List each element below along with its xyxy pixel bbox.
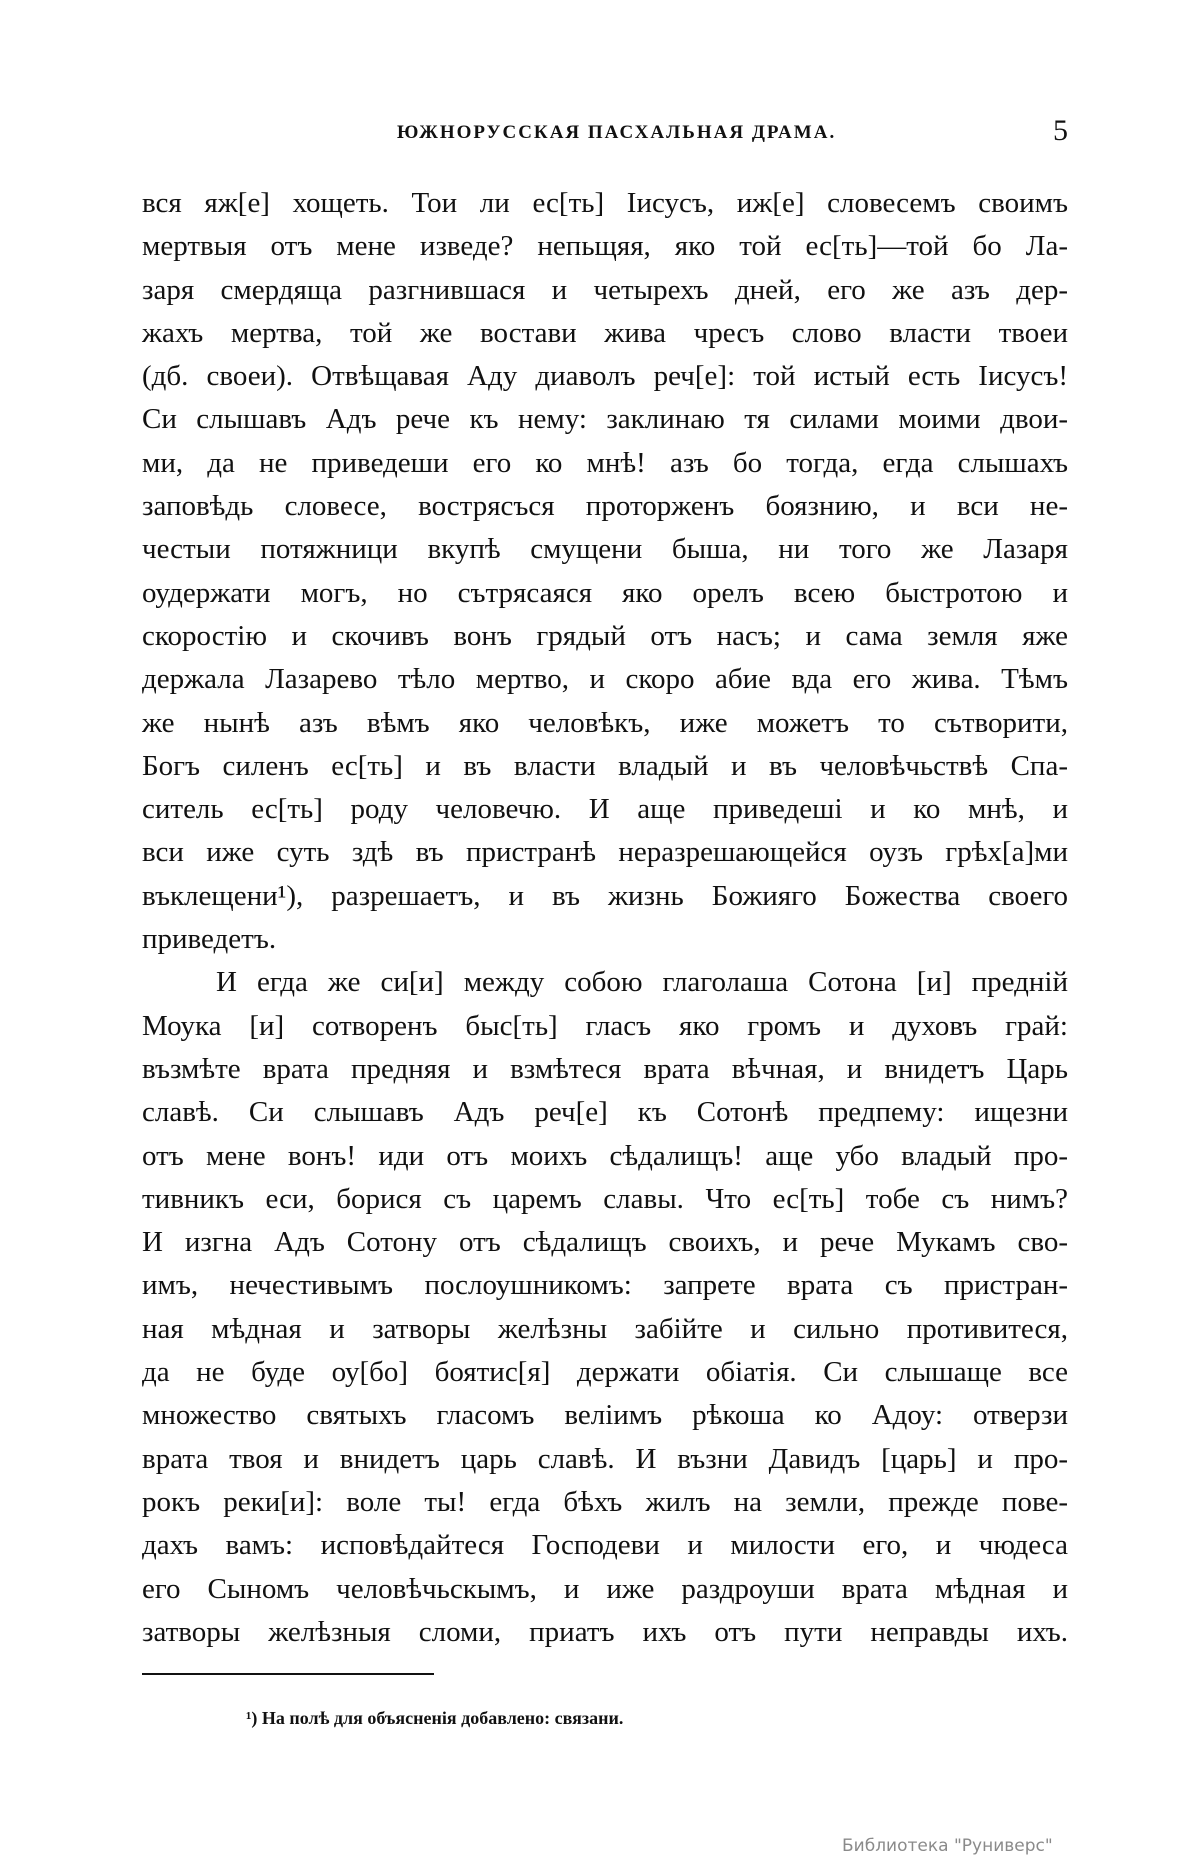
- text-line: честыи потяжници вкупѣ смущени быша, ни того же Лазаря: [142, 533, 1068, 566]
- text-line: жахъ мертва, той же востави жива чресъ слово власти твоеи: [142, 316, 1068, 349]
- text-line: възмѣте врата предняя и взмѣтеся врата вѣчная, и внидетъ Царь: [142, 1052, 1068, 1085]
- text-line: его Сыномъ человѣчьскымъ, и иже раздроуши врата мѣдная и: [142, 1572, 1068, 1605]
- text-line: славѣ. Си слышавъ Адъ реч[е] къ Сотонѣ предпему: ищезни: [142, 1096, 1068, 1129]
- text-line: И изгна Адъ Сотону отъ сѣдалищъ своихъ, и рече Мукамъ сво-: [142, 1226, 1068, 1259]
- text-line: скоростію и скочивъ вонъ грядый отъ насъ; и сама земля яже: [142, 619, 1068, 652]
- text-line: имъ, нечестивымъ послоушникомъ: запрете врата съ пристран-: [142, 1269, 1068, 1302]
- page-number: 5: [1053, 114, 1068, 147]
- text-line: рокъ реки[и]: воле ты! егда бѣхъ жилъ на земли, прежде пове-: [142, 1485, 1068, 1518]
- text-line: ми, да не приведеши его ко мнѣ! азъ бо тогда, егда слышахъ: [142, 446, 1068, 479]
- text-line: множество святыхъ гласомъ веліимъ рѣкоша ко Адоу: отверзи: [142, 1399, 1068, 1432]
- text-line: ситель ес[ть] роду человечю. И аще приведеші и ко мнѣ, и: [142, 793, 1068, 826]
- text-line: ная мѣдная и затворы желѣзны забійте и сильно противитеся,: [142, 1312, 1068, 1345]
- text-line: Богъ силенъ ес[ть] и въ власти владый и въ человѣчьствѣ Спа-: [142, 749, 1068, 782]
- text-line: отъ мене вонъ! иди отъ моихъ сѣдалищъ! аще убо владый про-: [142, 1139, 1068, 1172]
- running-title: ЮЖНОРУССКАЯ ПАСХАЛЬНАЯ ДРАМА.: [397, 122, 837, 143]
- text-line: заповѣдь словесе, вострясъся проторженъ боязнию, и вси не-: [142, 490, 1068, 523]
- text-line: затворы желѣзныя сломи, приатъ ихъ отъ пути неправды ихъ.: [142, 1615, 1068, 1648]
- text-line: вси иже суть здѣ въ пристранѣ неразрешающейся оузъ грѣх[а]ми: [142, 836, 1068, 869]
- footnote-divider: [142, 1673, 434, 1675]
- footnote: ¹) На полѣ для объясненія добавлено: связани.: [246, 1708, 624, 1728]
- text-line: оудержати могъ, но сътрясаяся яко орелъ всею быстротою и: [142, 576, 1068, 609]
- library-watermark: Библиотека "Руниверс": [842, 1836, 1053, 1856]
- text-line: дахъ вамъ: исповѣдайтеся Господеви и милости его, и чюдеса: [142, 1529, 1068, 1562]
- text-line: держала Лазарево тѣло мертво, и скоро абие вда его жива. Тѣмъ: [142, 663, 1068, 696]
- text-line: же нынѣ азъ вѣмъ яко человѣкъ, иже можетъ то сътворити,: [142, 706, 1068, 739]
- text-line: И егда же си[и] между собою глаголаша Сотона [и] предній: [216, 966, 1068, 999]
- text-line: тивникъ еси, борися съ царемъ славы. Что ес[ть] тобе съ нимъ?: [142, 1182, 1068, 1215]
- text-line: Си слышавъ Адъ рече къ нему: заклинаю тя силами моими двои-: [142, 403, 1068, 436]
- text-line: вся яж[е] хощеть. Тои ли ес[ть] Іисусъ, иж[е] словесемъ своимъ: [142, 187, 1068, 219]
- text-line: мертвыя отъ мене изведе? непьщяя, яко той ес[ть]—той бо Ла-: [142, 230, 1068, 263]
- text-line: врата твоя и внидетъ царь славѣ. И възни Давидъ [царь] и про-: [142, 1442, 1068, 1475]
- text-line: въклещени¹), разрешаетъ, и въ жизнь Божияго Божества своего: [142, 879, 1068, 912]
- page-header: [142, 114, 1068, 158]
- text-line: (дб. своеи). Отвѣщавая Аду диаволъ реч[е]: той истый есть Іисусъ!: [142, 360, 1068, 393]
- text-line: заря смердяща разгнившася и четырехъ дней, его же азъ дер-: [142, 273, 1068, 306]
- text-line: Моука [и] сотворенъ быс[ть] гласъ яко громъ и духовъ грай:: [142, 1009, 1068, 1042]
- text-line: да не буде оу[бо] боятис[я] держати обіатія. Си слышаще все: [142, 1356, 1068, 1389]
- body-text: [142, 182, 1068, 1654]
- text-line: приведетъ.: [142, 923, 277, 956]
